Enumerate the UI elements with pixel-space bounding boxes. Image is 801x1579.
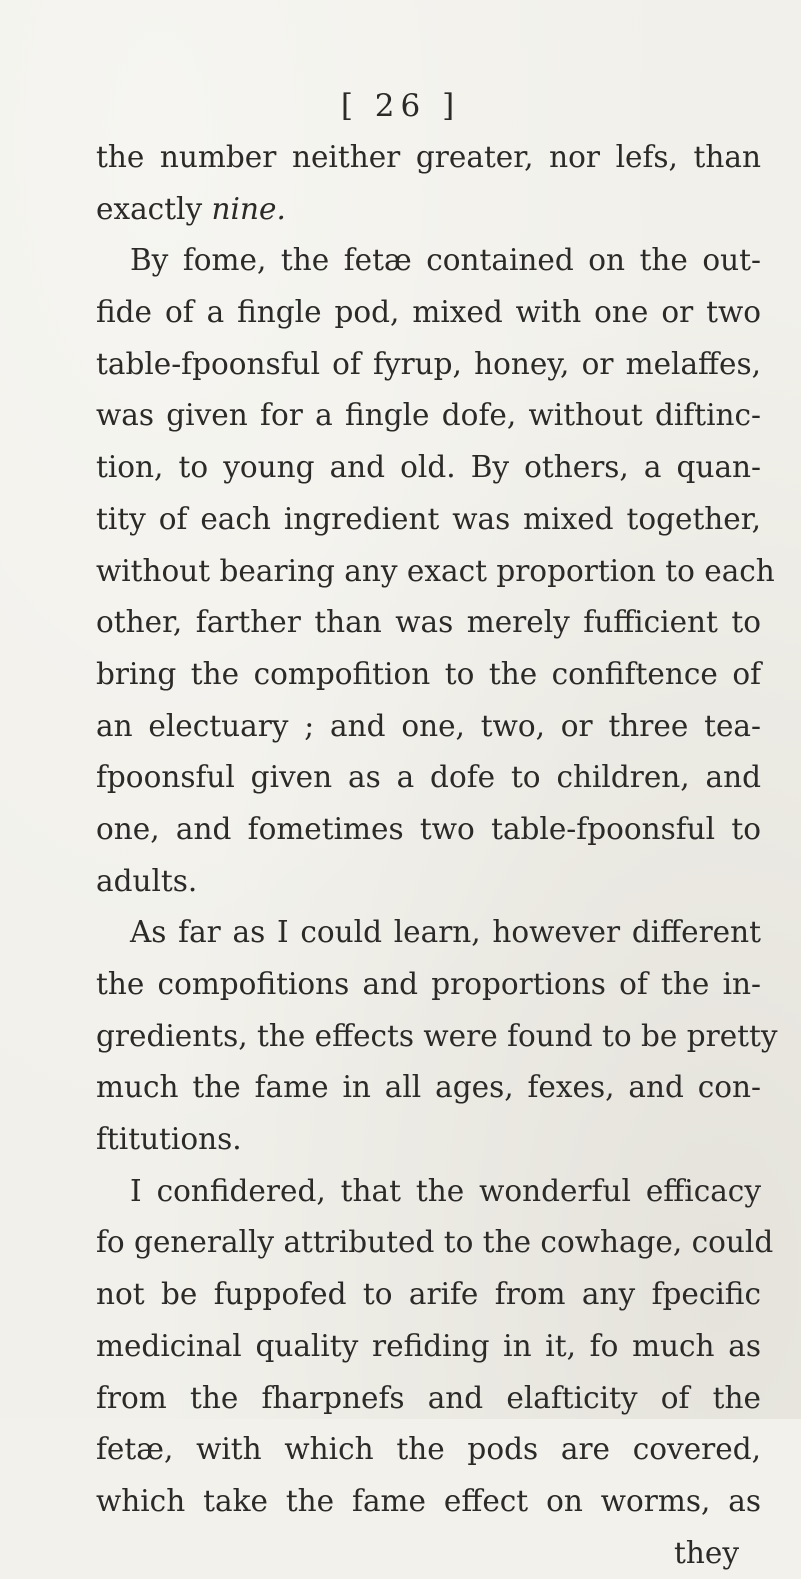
paragraph-end-line: adults. (96, 863, 198, 898)
text-line: tity of each ingredient was mixed together, (96, 501, 761, 536)
text-line: one, and fometimes two table-fpoonsful to (96, 811, 761, 846)
paragraph-end-line: ftitutions. (96, 1122, 242, 1157)
text-line: not be fuppofed to arife from any fpecific (96, 1277, 761, 1312)
text-line: much the fame in all ages, fexes, and con- (96, 1070, 761, 1105)
text-line: fetæ, with which the pods are covered, (96, 1432, 761, 1467)
italic-word: nine. (211, 191, 286, 226)
body-text (96, 132, 778, 1579)
text-line: the compofitions and proportions of the in- (96, 967, 761, 1001)
text-line: the number neither greater, nor lefs, than (96, 140, 761, 174)
text-line: table-fpoonsful of fyrup, honey, or melaffes, (96, 346, 761, 381)
text-line: other, farther than was merely fufficient to (96, 605, 761, 640)
text-line: was given for a fingle dofe, without diftinc- (96, 398, 761, 433)
paragraph-start-line: I confidered, that the wonderful efficacy (130, 1173, 761, 1208)
text-line: from the fharpnefs and elafticity of the (96, 1380, 761, 1415)
text-line: without bearing any exact proportion to each (96, 553, 775, 588)
text-line: medicinal quality refiding in it, fo much as (96, 1328, 761, 1363)
paragraph-start-line: By fome, the fetæ contained on the out- (130, 243, 761, 278)
page-number: [ 26 ] (340, 88, 461, 124)
text-line: which take the fame effect on worms, as (96, 1483, 761, 1518)
text-line: an electuary ; and one, two, or three tea- (96, 708, 761, 743)
text-line: tion, to young and old. By others, a quan- (96, 450, 761, 485)
text-line: fpoonsful given as a dofe to children, and (96, 760, 761, 795)
catchword: they (674, 1535, 739, 1570)
text-span: exactly (96, 191, 212, 226)
paragraph-start-line: As far as I could learn, however different (130, 915, 761, 950)
text-line: bring the compofition to the confiftence of (96, 656, 761, 691)
text-line: fide of a fingle pod, mixed with one or two (96, 295, 761, 330)
text-line (96, 184, 761, 236)
text-line: gredients, the effects were found to be pretty (96, 1018, 778, 1053)
text-line: fo generally attributed to the cowhage, could (96, 1225, 774, 1260)
